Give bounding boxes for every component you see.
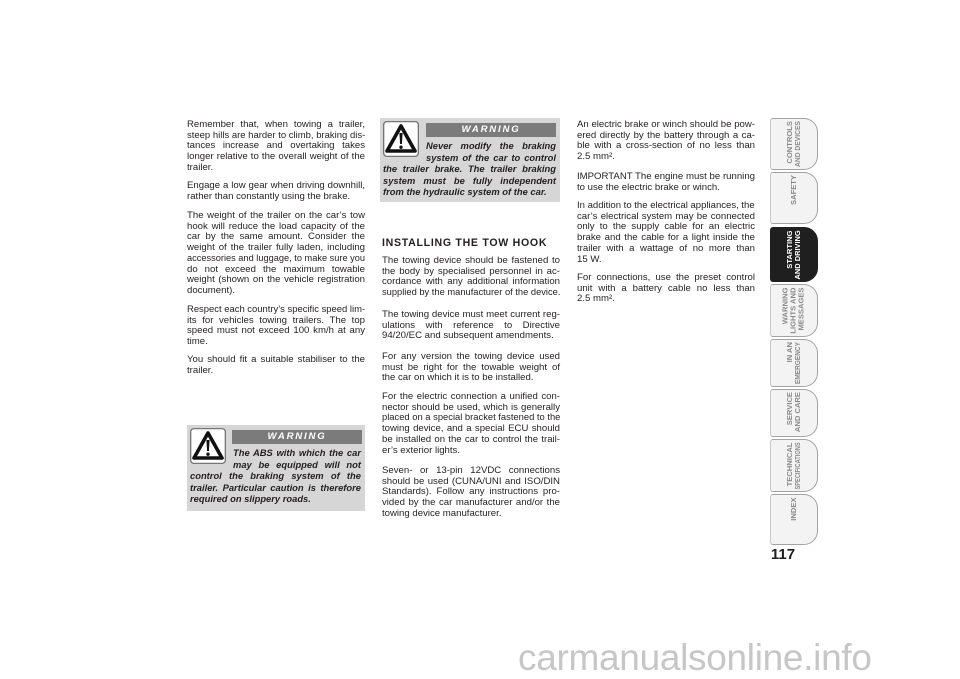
tab-label-line: WARNING: [780, 287, 790, 324]
text-line-content: may be equipped will not: [233, 458, 361, 470]
text-line: [383, 175, 556, 187]
tab-label: [786, 342, 802, 384]
text-line-content: 2.5 mm².: [577, 293, 615, 305]
section-heading: INSTALLING THE TOW HOOK: [382, 237, 548, 249]
watermark: carmanualsonline.info: [518, 637, 872, 678]
text-line: [187, 355, 365, 366]
text-line-content: only to the supply cable for an electric: [577, 221, 755, 233]
text-line: [577, 294, 755, 305]
text-line-content: Engage a low gear when driving downhill,: [187, 180, 365, 191]
text-line: [187, 131, 365, 142]
paragraph: [382, 466, 560, 520]
text-line: [382, 331, 560, 342]
text-line-content: IMPORTANT The engine must be running: [577, 171, 755, 182]
text-line-content: supplied by the manufacturer of the device.: [382, 287, 561, 299]
text-line-content: towing device, and a special ECU should: [382, 423, 560, 435]
paragraph: [382, 256, 560, 299]
text-line-content: tances increase and overtaking takes: [187, 140, 365, 152]
tab-safety[interactable]: [770, 172, 818, 224]
text-line: [187, 326, 365, 337]
text-line-content: 94/20/EC and subsequent amendments.: [382, 330, 554, 342]
tab-label: [790, 497, 798, 542]
text-line: [190, 482, 361, 494]
paragraph: [187, 305, 365, 348]
text-line-content: system must be fully independent: [383, 174, 556, 186]
text-line-content: For connections, use the preset control: [577, 272, 755, 283]
text-line-content: The towing device must meet current reg-: [382, 309, 560, 320]
text-line: [190, 493, 361, 505]
tab-label-line: AND DRIVING: [793, 229, 802, 279]
text-line-content: hook will reduce the load capacity of the: [187, 220, 365, 232]
text-line-content: car by the same amount. Consider the: [187, 231, 365, 243]
paragraph: [382, 352, 560, 384]
text-line-content: ulations with reference to Directive: [382, 319, 560, 331]
tab-label: [786, 442, 802, 489]
tab-service-and-care[interactable]: [770, 389, 818, 437]
text-line-content: placed on a special bracket fastened to the: [382, 412, 561, 424]
text-line: [577, 183, 755, 194]
paragraph: [187, 211, 365, 297]
tab-label: [786, 121, 802, 167]
text-line-content: trailer. Particular caution is therefore: [190, 481, 361, 493]
tab-label-line: MESSAGES: [797, 287, 807, 331]
text-line-content: You should fit a suitable stabiliser to the: [187, 354, 365, 365]
text-line-content: to use the electric brake or winch.: [577, 181, 720, 193]
text-line-content: trailer.: [187, 161, 214, 173]
paragraph: [577, 172, 755, 193]
tab-index[interactable]: [770, 494, 818, 545]
text-line-content: Remember that, when towing a trailer,: [187, 119, 365, 130]
text-line: [382, 373, 560, 384]
paragraph: [577, 273, 755, 305]
text-line-content: An electric brake or winch should be pow-: [577, 119, 755, 130]
text-line: [426, 140, 556, 152]
text-line-content: Respect each country’s specific speed lim-: [187, 304, 366, 315]
text-line: [187, 254, 365, 265]
tab-label-line: EMERGENCY: [793, 342, 802, 384]
text-line-content: Never modify the braking: [426, 140, 556, 151]
paragraph: [577, 201, 755, 265]
text-line-content: rather than constantly using the brake.: [187, 190, 351, 202]
text-line-content: must be right for the towable weight of: [382, 361, 560, 373]
tab-label-line: INDEX: [788, 497, 798, 521]
text-line-content: nector should be used, which is generally: [382, 401, 560, 413]
text-line-content: speed must not exceed 100 km/h at any: [187, 325, 365, 337]
text-line-content: The weight of the trailer on the car’s tow: [187, 210, 365, 221]
text-line: [577, 201, 755, 212]
text-line: [233, 447, 361, 459]
tab-warning-lights-and-messages[interactable]: [770, 284, 818, 337]
text-line-content: unit with a battery cable no less than: [577, 282, 755, 294]
tab-label: [786, 392, 802, 434]
text-line-content: Standards). Follow any instructions pro-: [382, 486, 560, 498]
text-line-content: brake and the cable for a light inside the: [577, 232, 755, 244]
paragraph: [187, 120, 365, 174]
text-line-content: steep hills are harder to climb, braking dis-: [187, 129, 366, 141]
text-line-content: the car on which it is to be installed.: [382, 372, 534, 384]
tab-label: [786, 230, 802, 279]
text-line-content: system of the car to control: [426, 151, 556, 163]
warning-text: [190, 447, 361, 505]
text-line-content: be installed on the car to control the trail-: [382, 433, 560, 445]
text-line-content: The ABS with which the car: [233, 447, 361, 458]
text-line-content: time.: [187, 336, 208, 348]
text-line-content: trailer with a wattage of no more than: [577, 242, 755, 254]
text-line-content: For the electric connection a unified con-: [382, 391, 560, 402]
text-line: [233, 459, 361, 471]
text-line: [426, 152, 556, 164]
text-line: [187, 152, 365, 163]
text-line-content: Seven- or 13-pin 12VDC connections: [382, 465, 560, 476]
text-line: [190, 470, 361, 482]
text-line-content: weight (shown on the vehicle registration: [187, 274, 365, 286]
tab-in-an-emergency[interactable]: [770, 339, 818, 387]
text-line-content: ble with a cross-section of no less than: [577, 140, 755, 152]
text-line-content: For any version the towing device used: [382, 351, 560, 362]
page-number: 117: [770, 546, 796, 563]
text-line-content: ered directly by the battery through a ca-: [577, 129, 755, 141]
text-line: [382, 446, 560, 457]
text-line-content: required on slippery roads.: [190, 493, 311, 504]
text-line-content: towing device manufacturer.: [382, 507, 502, 519]
text-line-content: vided by the car manufacturer and/or the: [382, 497, 560, 509]
text-line: [187, 305, 365, 316]
paragraph: [382, 310, 560, 342]
text-line: [187, 163, 365, 174]
warning-text: [383, 140, 556, 198]
warning-box-braking: [380, 118, 560, 202]
paragraph: [382, 392, 560, 456]
tab-label: [790, 175, 798, 221]
text-line: [577, 244, 755, 255]
tab-label-line: AND CARE: [793, 392, 802, 433]
tab-starting-and-driving[interactable]: [770, 227, 818, 282]
text-line-content: 2.5 mm².: [577, 151, 615, 163]
text-line-content: car’s electrical system may be connected: [577, 210, 755, 222]
text-line: [382, 509, 560, 520]
text-line: [187, 286, 365, 297]
text-line: [187, 337, 365, 348]
text-line: [383, 186, 556, 198]
paragraph: [187, 181, 365, 202]
tab-label-line: STARTING: [784, 230, 794, 269]
warning-title: WARNING: [232, 430, 362, 444]
warning-title: WARNING: [426, 123, 556, 137]
text-line: [382, 288, 560, 299]
tab-controls-and-devices[interactable]: [770, 118, 818, 170]
text-line: [187, 366, 365, 377]
warning-box-abs: [187, 425, 365, 511]
text-line-content: do not exceed the maximum towable: [187, 263, 365, 275]
tab-label-line: SPECIFICATIONS: [793, 441, 802, 489]
text-line: [382, 413, 560, 424]
tab-label: [782, 287, 807, 334]
tab-label-line: IN AN: [784, 342, 794, 363]
text-line-content: 15 W.: [577, 253, 602, 265]
text-line-content: trailer.: [187, 364, 214, 376]
text-line-content: from the hydraulic system of the car.: [383, 186, 547, 197]
text-line-content: document).: [187, 284, 235, 296]
tab-label-line: SERVICE: [784, 392, 794, 426]
text-line: [187, 192, 365, 203]
text-line-content: the trailer brake. The trailer braking: [383, 163, 556, 174]
paragraph: [577, 120, 755, 163]
text-line-content: cordance with any additional information: [382, 276, 560, 288]
text-line: [577, 152, 755, 163]
tab-label-line: TECHNICAL: [784, 442, 794, 486]
text-line: [577, 255, 755, 266]
text-line-content: control the braking system of the: [190, 470, 361, 481]
text-line-content: er’s exterior lights.: [382, 444, 461, 456]
text-line-content: In addition to the electrical appliances, the: [577, 200, 755, 211]
paragraph: [187, 355, 365, 376]
tab-label-line: CONTROLS: [784, 121, 794, 164]
text-line-content: longer relative to the overall weight of the: [187, 151, 365, 163]
tab-label-line: LIGHTS AND: [788, 287, 798, 334]
text-line-content: accessories and luggage, to make sure you: [187, 252, 366, 264]
tab-label-line: AND DEVICES: [793, 121, 802, 167]
tab-label-line: SAFETY: [788, 175, 798, 205]
text-line-content: the body by specialised personnel in ac-: [382, 265, 560, 277]
tab-technical-specifications[interactable]: [770, 439, 818, 492]
text-line-content: weight of the trailer fully laden, including: [187, 242, 365, 254]
text-line-content: The towing device should be fastened to: [382, 255, 560, 266]
text-line: [383, 163, 556, 175]
text-line-content: its for vehicles towing trailers. The top: [187, 314, 365, 326]
text-line-content: should be used (CUNA/UNI and ISO/DIN: [382, 475, 560, 487]
